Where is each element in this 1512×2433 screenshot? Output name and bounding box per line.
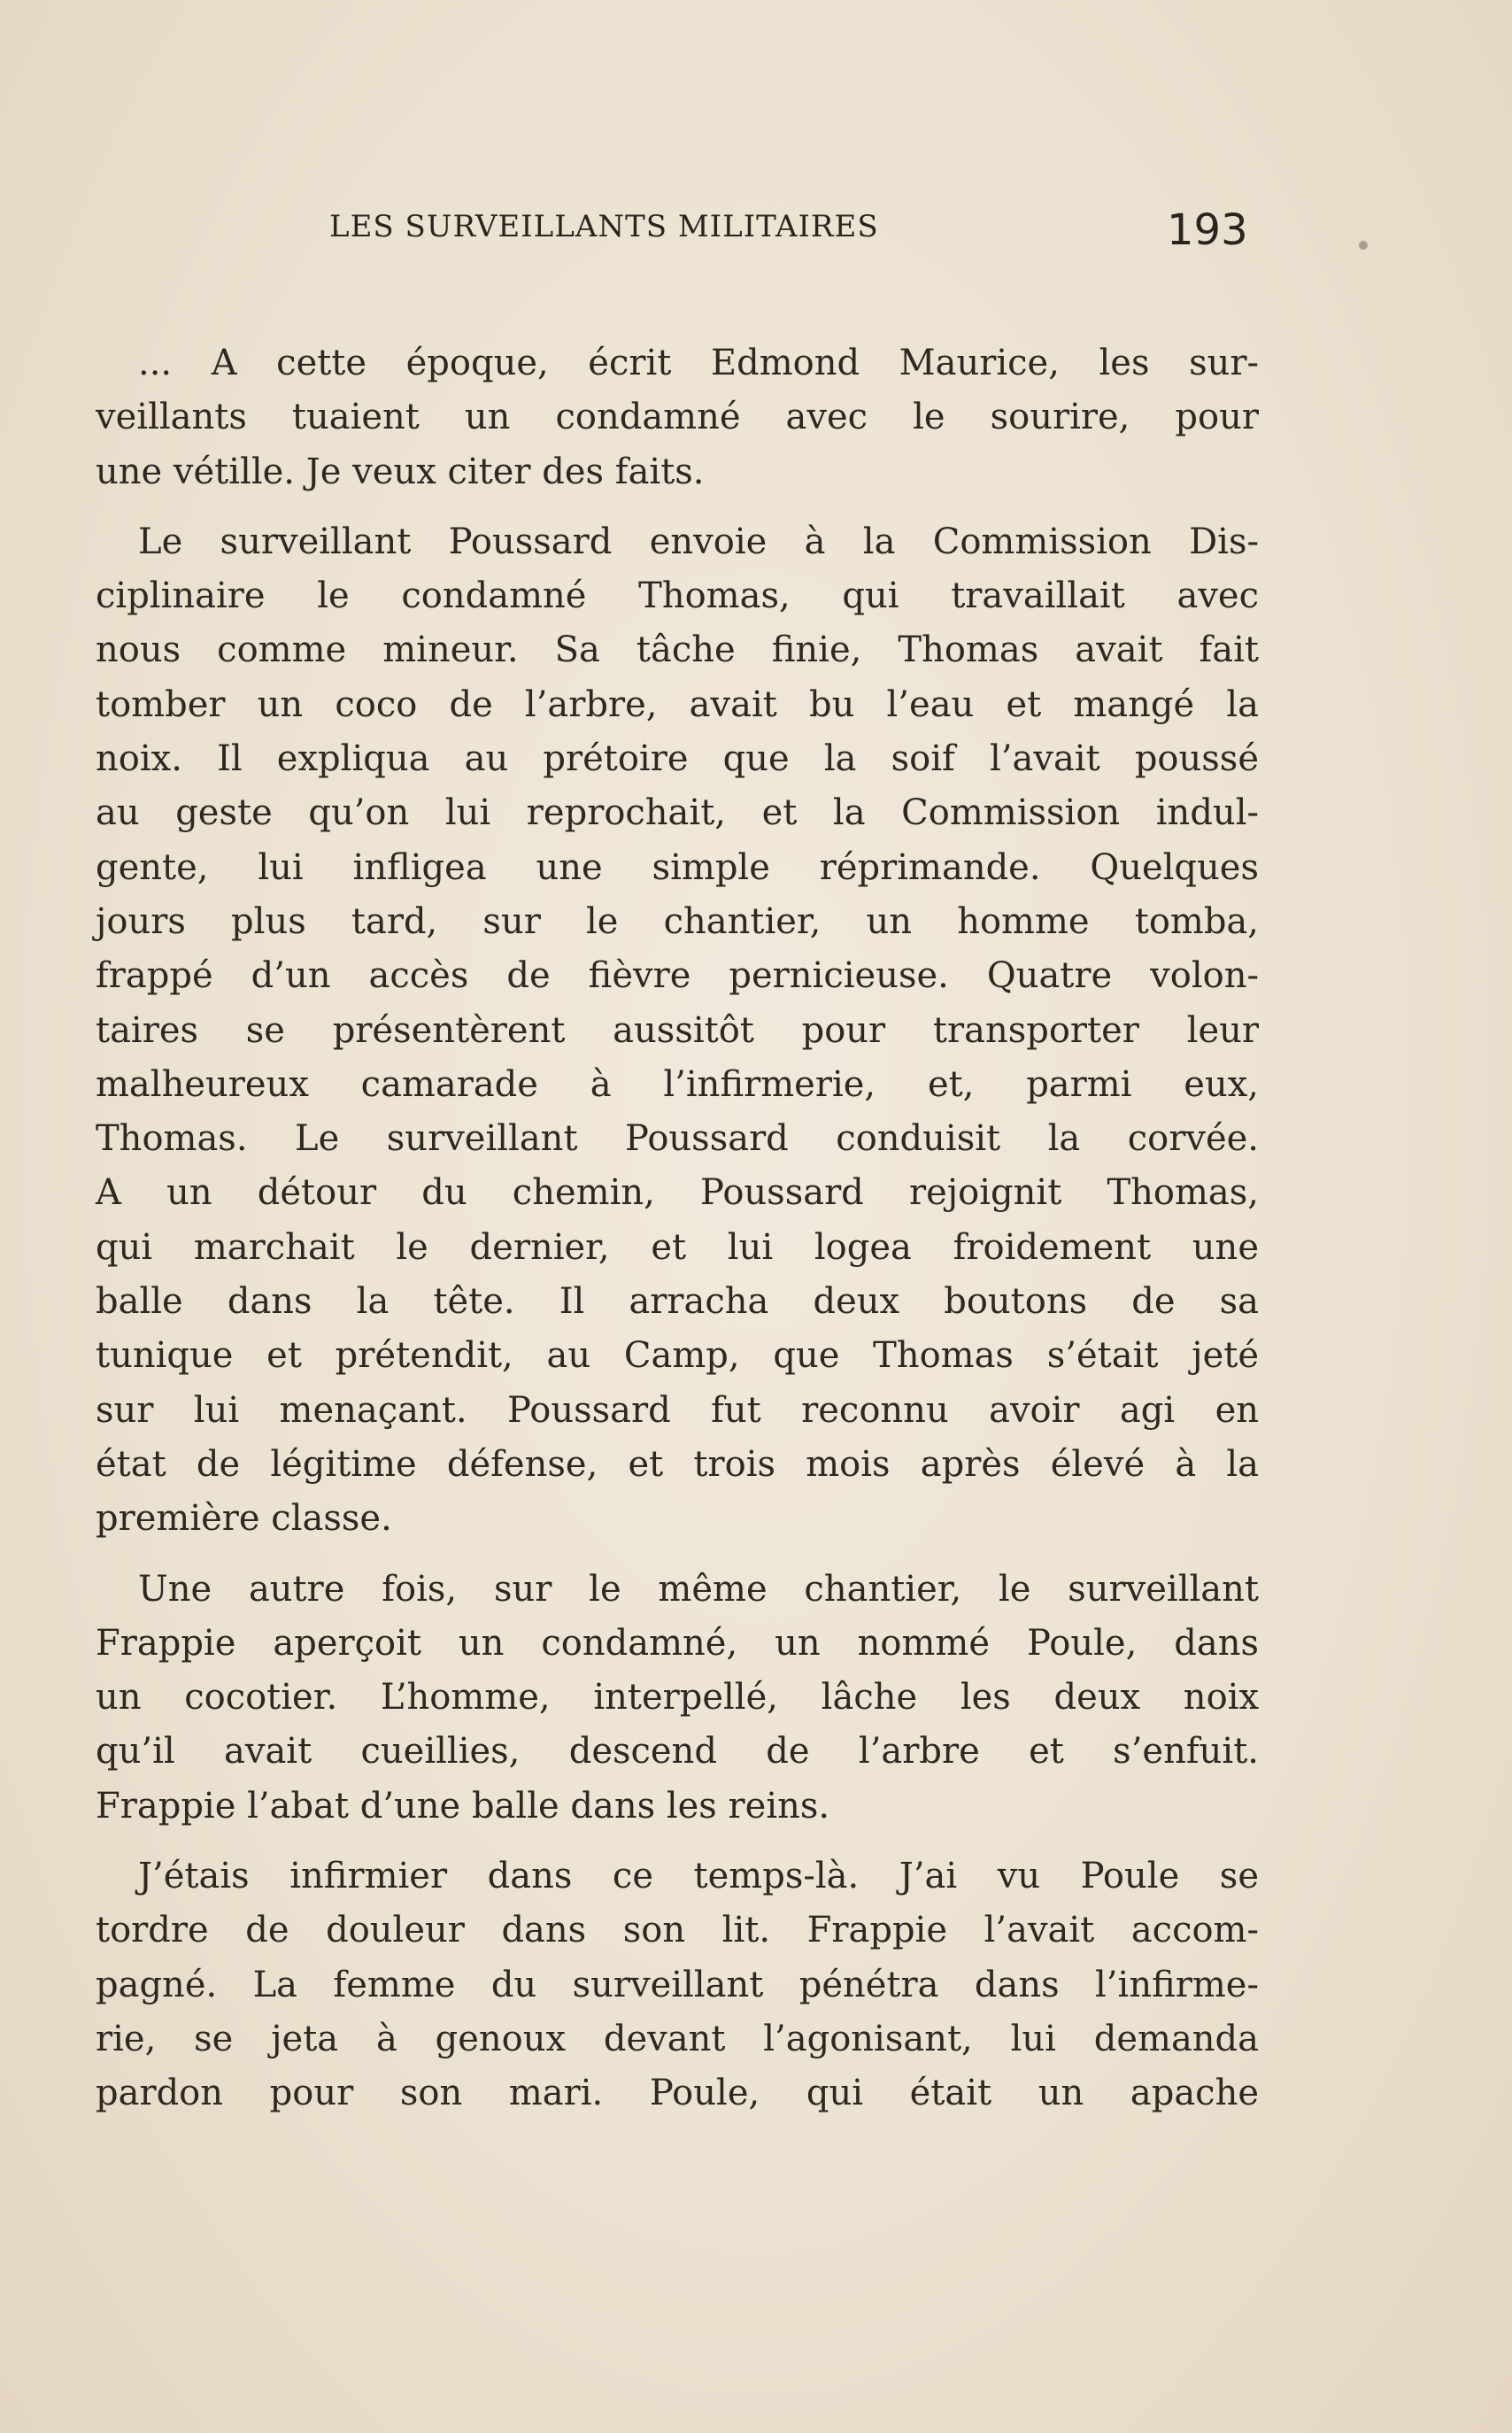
text-line: balle dans la tête. Il arracha deux boutons de sa <box>96 1281 1259 1323</box>
text-line: malheureux camarade à l’infirmerie, et, parmi eux, <box>96 1063 1259 1105</box>
text-line: Frappie l’abat d’une balle dans les reins. <box>96 1785 830 1827</box>
text-line: noix. Il expliqua au prétoire que la soif l’avait poussé <box>96 738 1259 780</box>
text-line: tunique et prétendit, au Camp, que Thomas s’était jeté <box>96 1335 1259 1377</box>
text-line: A un détour du chemin, Poussard rejoignit Thomas, <box>96 1172 1259 1214</box>
text-line: sur lui menaçant. Poussard fut reconnu avoir agi en <box>96 1389 1259 1431</box>
text-line: jours plus tard, sur le chantier, un homme tomba, <box>96 900 1259 942</box>
text-line: pagné. La femme du surveillant pénétra dans l’infirme- <box>96 1964 1259 2005</box>
text-line: Une autre fois, sur le même chantier, le surveillant <box>138 1568 1259 1610</box>
text-line: ... A cette époque, écrit Edmond Maurice, les sur- <box>138 343 1259 383</box>
running-title: LES SURVEILLANTS MILITAIRES <box>329 209 879 244</box>
text-line: au geste qu’on lui reprochait, et la Commission indul- <box>96 792 1259 834</box>
text-line: un cocotier. L’homme, interpellé, lâche les deux noix <box>96 1677 1259 1719</box>
text-line: tordre de douleur dans son lit. Frappie l’avait accom- <box>96 1910 1259 1951</box>
text-line: taires se présentèrent aussitôt pour transporter leur <box>96 1009 1259 1051</box>
text-line: J’étais infirmier dans ce temps-là. J’ai vu Poule se <box>138 1856 1259 1897</box>
text-line: pardon pour son mari. Poule, qui était un apache <box>96 2073 1259 2114</box>
paper-speck <box>1359 241 1368 250</box>
text-line: tomber un coco de l’arbre, avait bu l’eau et mangé la <box>96 684 1259 725</box>
text-line: rie, se jeta à genoux devant l’agonisant, lui demanda <box>96 2018 1259 2059</box>
text-line: état de légitime défense, et trois mois après élevé à la <box>96 1443 1259 1485</box>
text-line: ciplinaire le condamné Thomas, qui travaillait avec <box>96 575 1259 617</box>
text-line: Frappie aperçoit un condamné, un nommé Poule, dans <box>96 1622 1259 1664</box>
text-line: qu’il avait cueillies, descend de l’arbre et s’enfuit. <box>96 1731 1259 1773</box>
body-text <box>96 336 1259 2121</box>
text-line: Le surveillant Poussard envoie à la Commission Dis- <box>138 521 1259 562</box>
text-line: nous comme mineur. Sa tâche finie, Thomas avait fait <box>96 629 1259 671</box>
text-line: une vétille. Je veux citer des faits. <box>96 451 705 492</box>
text-line: gente, lui infligea une simple réprimande. Quelques <box>96 846 1259 888</box>
page-number: 193 <box>1167 205 1248 255</box>
text-line: première classe. <box>96 1498 392 1540</box>
text-line: Thomas. Le surveillant Poussard conduisit la corvée. <box>96 1118 1259 1160</box>
text-line: qui marchait le dernier, et lui logea froidement une <box>96 1226 1259 1268</box>
text-line: veillants tuaient un condamné avec le sourire, pour <box>96 397 1259 438</box>
text-line: frappé d’un accès de fièvre pernicieuse. Quatre volon- <box>96 955 1259 997</box>
